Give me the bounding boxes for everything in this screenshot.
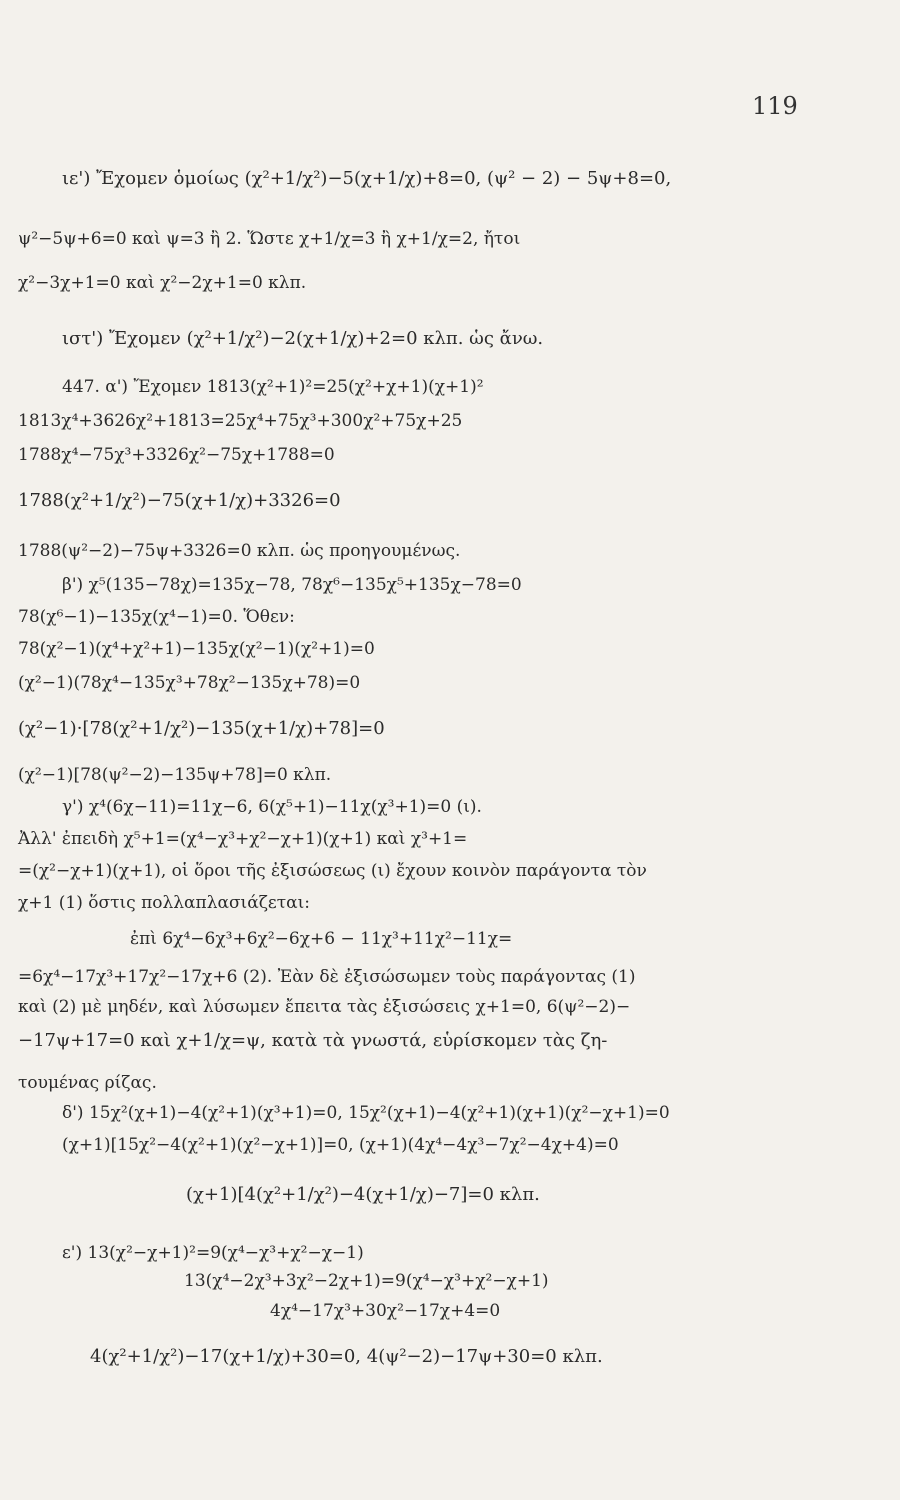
- text-line: 1788(χ²+1/χ²)−75(χ+1/χ)+3326=0: [18, 490, 341, 511]
- text-line: τουμένας ρίζας.: [18, 1073, 157, 1093]
- page-number: 119: [752, 92, 798, 120]
- text-line: καὶ (2) μὲ μηδέν, καὶ λύσωμεν ἔπειτα τὰς ἐξισώσεις χ+1=0, 6(ψ²−2)−: [18, 997, 631, 1017]
- text-line: ε') 13(χ²−χ+1)²=9(χ⁴−χ³+χ²−χ−1): [62, 1243, 364, 1263]
- text-line: =6χ⁴−17χ³+17χ²−17χ+6 (2). Ἐὰν δὲ ἐξισώσωμεν τοὺς παράγοντας (1): [18, 967, 636, 987]
- text-line: δ') 15χ²(χ+1)−4(χ²+1)(χ³+1)=0, 15χ²(χ+1)−4(χ²+1)(χ+1)(χ²−χ+1)=0: [62, 1103, 670, 1123]
- text-line: 4χ⁴−17χ³+30χ²−17χ+4=0: [270, 1301, 501, 1321]
- text-line: 1813χ⁴+3626χ²+1813=25χ⁴+75χ³+300χ²+75χ+25: [18, 411, 463, 431]
- text-line: (χ²−1)·[78(χ²+1/χ²)−135(χ+1/χ)+78]=0: [18, 718, 385, 739]
- text-line: 78(χ²−1)(χ⁴+χ²+1)−135χ(χ²−1)(χ²+1)=0: [18, 639, 375, 659]
- text-line: 447. α') Ἔχομεν 1813(χ²+1)²=25(χ²+χ+1)(χ+1)²: [62, 377, 484, 397]
- text-line: β') χ⁵(135−78χ)=135χ−78, 78χ⁶−135χ⁵+135χ−78=0: [62, 575, 522, 595]
- text-line: 13(χ⁴−2χ³+3χ²−2χ+1)=9(χ⁴−χ³+χ²−χ+1): [184, 1271, 549, 1291]
- text-line: (χ²−1)[78(ψ²−2)−135ψ+78]=0 κλπ.: [18, 765, 332, 785]
- text-line: χ²−3χ+1=0 καὶ χ²−2χ+1=0 κλπ.: [18, 273, 307, 293]
- text-line: 1788χ⁴−75χ³+3326χ²−75χ+1788=0: [18, 445, 335, 465]
- text-line: ιε') Ἔχομεν ὁμοίως (χ²+1/χ²)−5(χ+1/χ)+8=0, (ψ² − 2) − 5ψ+8=0,: [62, 168, 672, 189]
- text-line: ψ²−5ψ+6=0 καὶ ψ=3 ἢ 2. Ὥστε χ+1/χ=3 ἢ χ+1/χ=2, ἤτοι: [18, 229, 521, 249]
- text-line: ἐπὶ 6χ⁴−6χ³+6χ²−6χ+6 − 11χ³+11χ²−11χ=: [130, 929, 513, 949]
- text-line: ιστ') Ἔχομεν (χ²+1/χ²)−2(χ+1/χ)+2=0 κλπ. ὡς ἄνω.: [62, 328, 544, 349]
- text-line: χ+1 (1) ὅστις πολλαπλασιάζεται:: [18, 893, 310, 913]
- text-line: 4(χ²+1/χ²)−17(χ+1/χ)+30=0, 4(ψ²−2)−17ψ+30=0 κλπ.: [90, 1346, 603, 1367]
- text-line: 78(χ⁶−1)−135χ(χ⁴−1)=0. Ὅθεν:: [18, 607, 295, 627]
- text-line: −17ψ+17=0 καὶ χ+1/χ=ψ, κατὰ τὰ γνωστά, εὑρίσκομεν τὰς ζη-: [18, 1030, 608, 1051]
- text-line: (χ+1)[15χ²−4(χ²+1)(χ²−χ+1)]=0, (χ+1)(4χ⁴−4χ³−7χ²−4χ+4)=0: [62, 1135, 619, 1155]
- text-line: γ') χ⁴(6χ−11)=11χ−6, 6(χ⁵+1)−11χ(χ³+1)=0 (ι).: [62, 797, 482, 817]
- text-line: =(χ²−χ+1)(χ+1), οἱ ὅροι τῆς ἐξισώσεως (ι) ἔχουν κοινὸν παράγοντα τὸν: [18, 861, 647, 881]
- text-line: 1788(ψ²−2)−75ψ+3326=0 κλπ. ὡς προηγουμένως.: [18, 541, 461, 561]
- text-line: Ἀλλ' ἐπειδὴ χ⁵+1=(χ⁴−χ³+χ²−χ+1)(χ+1) καὶ χ³+1=: [18, 829, 468, 849]
- text-line: (χ²−1)(78χ⁴−135χ³+78χ²−135χ+78)=0: [18, 673, 361, 693]
- text-line: (χ+1)[4(χ²+1/χ²)−4(χ+1/χ)−7]=0 κλπ.: [186, 1184, 540, 1205]
